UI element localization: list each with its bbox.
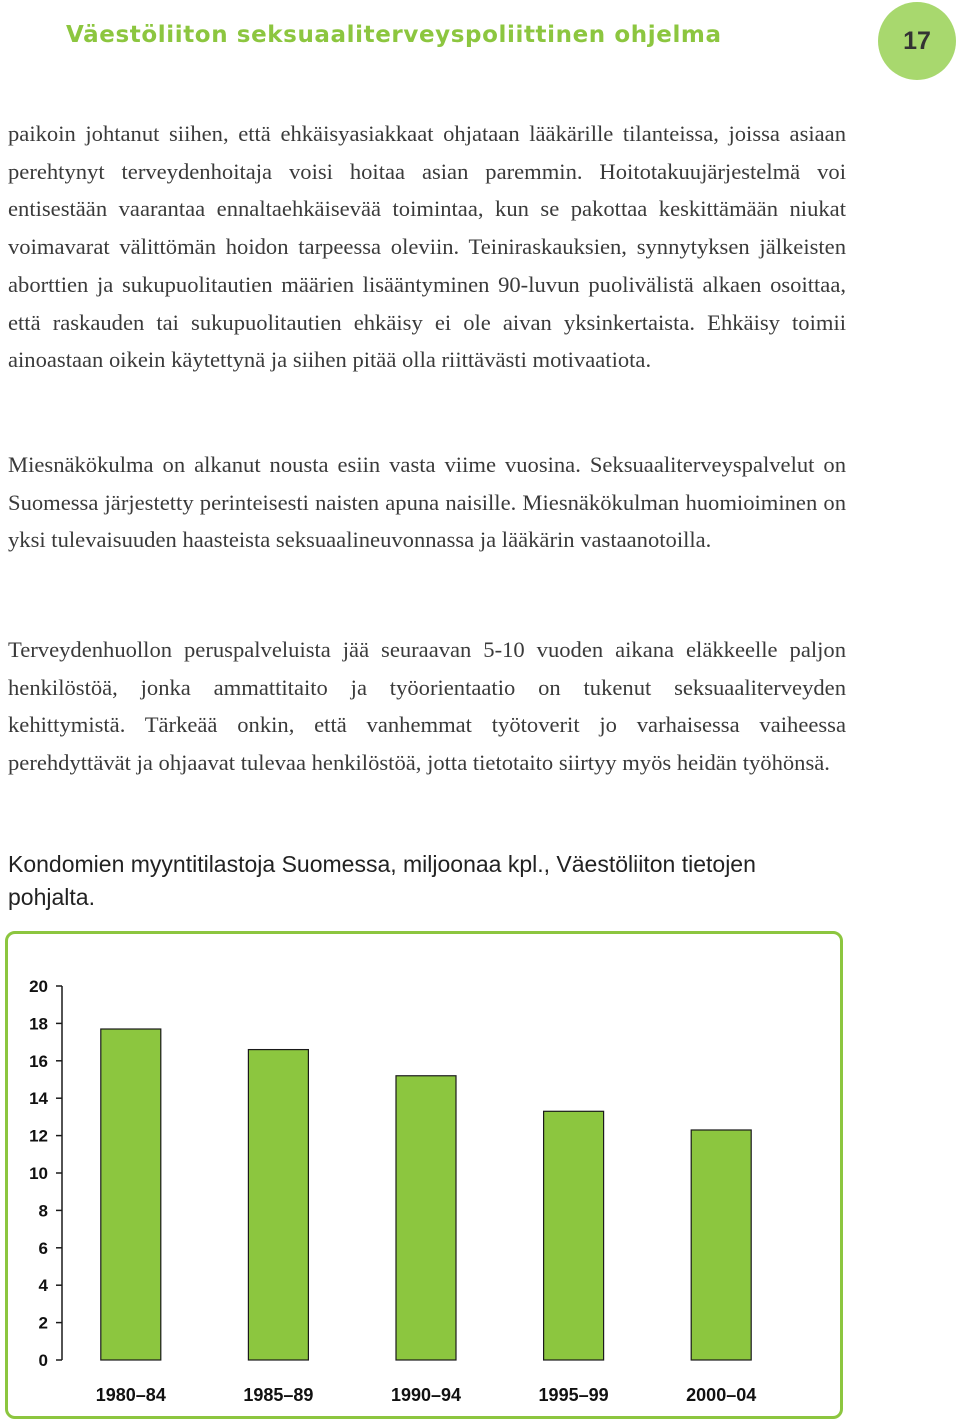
body-paragraph-3: Terveydenhuollon peruspalveluista jää seuraavan 5-10 vuoden aikana eläkkeelle paljon henkilöstöä, jonka ammattitaito ja työorientaatio on tukenut seksuaaliterveyden kehittymistä. Tärkeää onkin, että vanhemmat työtoverit jo varhaisessa vaiheessa perehdyttävät ja ohjaavat tulevaa henkilöstöä, jotta tietotaito siirtyy myös heidän työhönsä. [8,637,846,776]
bar-1985–89 [248,1050,308,1360]
y-tick-label: 0 [38,1351,48,1370]
x-category-label: 1990–94 [390,1385,462,1405]
page-number-badge: 17 [878,2,956,80]
body-paragraph-2: Miesnäkökulma on alkanut nousta esiin vasta viime vuosina. Seksuaaliterveyspalvelut on Suomessa järjestetty perinteisesti naisten apuna naisille. Miesnäkökulman huomioiminen on yksi tulevaisuuden haasteista seksuaalineuvonnassa ja lääkärin vastaanotoilla. [8,452,846,553]
x-category-label: 1980–84 [95,1385,166,1405]
y-tick-label: 6 [38,1238,48,1258]
y-tick-label: 20 [29,977,48,996]
body-paragraph-1: paikoin johtanut siihen, että ehkäisyasiakkaat ohjataan lääkärille tilanteissa, joissa asiaan perehtynyt terveydenhoitaja voisi hoitaa asian paremmin. Hoitotakuujärjestelmä voi entisestään vaarantaa ennaltaehkäisevää toimintaa, kun se pakottaa keskittämään niukat voimavarat välittömän hoidon tarpeessa oleviin. Teiniraskauksien, synnytyksen jälkeisten aborttien ja sukupuolitautien määrien lisääntyminen 90-luvun puolivälistä alkaen osoittaa, että raskauden tai sukupuolitautien ehkäisy ei ole aivan yksinkertaista. Ehkäisy toimii ainoastaan oikein käytettynä ja siihen pitää olla riittävästi motivaatiota. [8,121,846,373]
bar-1995–99 [544,1111,604,1360]
bar-1990–94 [396,1076,456,1360]
y-tick-label: 8 [38,1201,48,1221]
chart-caption: Kondomien myyntitilastoja Suomessa, miljoonaa kpl., Väestöliiton tietojen pohjalta. [8,851,756,910]
y-tick-label: 16 [29,1051,48,1071]
y-tick-label: 12 [29,1126,48,1146]
x-category-label: 1985–89 [243,1385,314,1405]
y-tick-label: 18 [29,1014,48,1034]
x-category-label: 2000–04 [686,1385,757,1405]
bar-1980–84 [101,1029,161,1360]
running-header-title: Väestöliiton seksuaaliterveyspoliittinen ohjelma [66,22,722,48]
y-tick-label: 14 [29,1089,48,1109]
x-category-label: 1995–99 [538,1385,609,1405]
y-tick-label: 2 [38,1313,48,1333]
y-tick-label: 10 [29,1164,48,1183]
bar-2000–04 [691,1130,751,1360]
y-tick-label: 4 [38,1276,48,1296]
